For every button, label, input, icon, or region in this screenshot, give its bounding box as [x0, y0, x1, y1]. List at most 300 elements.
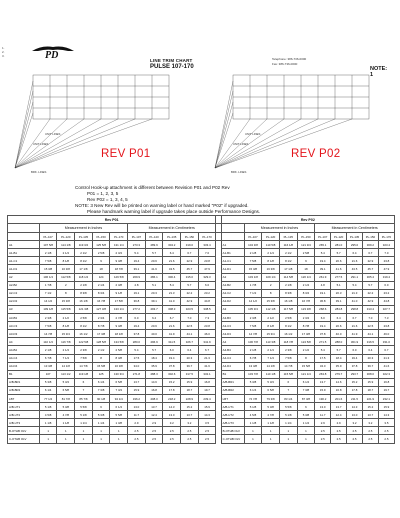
- measurement-cell: 39.1: [315, 265, 331, 273]
- measurement-cell: 6 1/4: [297, 378, 315, 386]
- measurement-cell: 7.0: [378, 249, 394, 257]
- measurement-cell: 19.4: [347, 354, 363, 362]
- measurement-cell: 22.9: [181, 257, 199, 265]
- measurement-cell: 341.9: [198, 338, 216, 346]
- measurement-cell: 115 5/8: [57, 305, 75, 313]
- measurement-cell: 15 3/8: [39, 265, 57, 273]
- line-name-cell: C-OTHB OLV: [221, 435, 244, 443]
- measurement-cell: 110 1/4: [39, 338, 57, 346]
- measurement-cell: 16 3/8: [57, 265, 75, 273]
- measurement-cell: 13.0: [128, 403, 146, 411]
- diagram-label-lower-a: UNIT LINES: [33, 142, 49, 146]
- measurement-cell: 14 1/2: [244, 297, 262, 305]
- line-name-cell: A/B-UT2: [221, 411, 244, 419]
- measurement-cell: 123 3/8: [297, 305, 315, 313]
- measurement-cell: 2 5/8: [75, 314, 93, 322]
- line-name-cell: A4: [8, 338, 40, 346]
- measurement-cell: 6 1/4: [39, 386, 57, 394]
- measurement-cell: 17 1/8: [75, 265, 93, 273]
- measurement-cell: 1: [39, 427, 57, 435]
- measurement-cell: 16.8: [331, 386, 347, 394]
- diagram-label-upper-b: UNIT LINES: [245, 132, 261, 136]
- measurement-cell: 118 1/4: [75, 273, 93, 281]
- measurement-cell: 17.5: [128, 354, 146, 362]
- measurement-cell: 6.0: [378, 281, 394, 289]
- measurement-cell: 6.4: [347, 249, 363, 257]
- measurement-cell: 18 1/8: [110, 330, 128, 338]
- measurement-cell: 15 5/8: [92, 362, 110, 370]
- size-column-header: PL-135: [75, 233, 93, 241]
- measurement-cell: 23.8: [198, 257, 216, 265]
- measurement-cell: 331.0: [378, 338, 394, 346]
- measurement-cell: 301.9: [347, 338, 363, 346]
- measurement-cell: 19.1: [128, 289, 146, 297]
- measurement-cell: 2.5: [128, 427, 146, 435]
- rev-p02-table-header: Rev P02: [221, 216, 394, 224]
- measurement-cell: 121 3/4: [297, 241, 315, 249]
- diagram-label-brake: BRK. LINES: [231, 170, 247, 174]
- line-name-cell: A3-B3: [221, 314, 244, 322]
- line-name-cell: A2: [8, 273, 40, 281]
- measurement-cell: 190.2: [315, 394, 331, 402]
- measurement-cell: 37.8: [163, 362, 181, 370]
- measurement-cell: 8 7/8: [297, 322, 315, 330]
- measurement-cell: 14 7/8: [39, 330, 57, 338]
- measurement-cell: 9: [92, 257, 110, 265]
- measurement-cell: 7.0: [362, 314, 378, 322]
- measurement-cell: 7 1/2: [39, 289, 57, 297]
- measurement-cell: 7 1/2: [244, 289, 262, 297]
- size-column-header: PL-120: [57, 233, 75, 241]
- measurement-cell: 15.2: [181, 403, 199, 411]
- column-header-row: [8, 233, 395, 241]
- measurement-cell: 317.5: [181, 370, 199, 378]
- measurement-cell: 281.0: [331, 241, 347, 249]
- line-name-cell: A/B-UT3: [8, 419, 40, 427]
- measurement-cell: 7 5/8: [244, 322, 262, 330]
- measurement-cell: 261.9: [315, 273, 331, 281]
- measurement-cell: 5.7: [331, 346, 347, 354]
- measurement-cell: 13.0: [315, 403, 331, 411]
- measurement-cell: 15 3/4: [57, 330, 75, 338]
- size-column-header: PL-135: [279, 233, 297, 241]
- measurement-cell: 109 1/8: [39, 305, 57, 313]
- line-name-cell: B-OTHB OLV: [221, 427, 244, 435]
- line-name-cell: A/B-UT1: [221, 403, 244, 411]
- measurement-cell: 21.3: [378, 354, 394, 362]
- canopy-grid: [33, 75, 169, 119]
- measurement-cell: 232.1: [378, 394, 394, 402]
- measurement-cell: 119 3/4: [75, 241, 93, 249]
- line-name-cell: LBT: [221, 394, 244, 402]
- measurement-cell: 43.5: [347, 265, 363, 273]
- size-column-header: PL-107: [315, 233, 331, 241]
- measurement-cell: 268.6: [315, 305, 331, 313]
- measurement-cell: 15.9: [181, 378, 199, 386]
- measurement-cell: 1 1/4: [75, 419, 93, 427]
- measurement-cell: 315.0: [181, 273, 199, 281]
- measurement-cell: 6: [279, 378, 297, 386]
- measurement-cell: 6 5/8: [110, 378, 128, 386]
- measurement-cell: 1: [110, 435, 128, 443]
- measurement-cell: 2.5: [163, 427, 181, 435]
- measurement-cell: 8 1/8: [57, 257, 75, 265]
- measurement-cell: 41.0: [347, 297, 363, 305]
- measurement-cell: 42.9: [181, 297, 199, 305]
- measurement-cell: 308.0: [362, 370, 378, 378]
- measurement-cell: 103 1/8: [244, 273, 262, 281]
- measurement-cell: 7 5/8: [39, 322, 57, 330]
- measurement-cell: 7: [75, 386, 93, 394]
- line-name-cell: A4-D4: [221, 362, 244, 370]
- measurement-cell: 19.7: [378, 386, 394, 394]
- measurement-cell: 130 3/4: [110, 370, 128, 378]
- measurement-cell: 1: [244, 427, 262, 435]
- measurement-cell: 15.2: [347, 378, 363, 386]
- measurement-cell: 5.1: [331, 281, 347, 289]
- measurement-cell: 17.8: [163, 386, 181, 394]
- table-row: [8, 378, 395, 386]
- measurement-cell: 7 5/8: [244, 257, 262, 265]
- measurement-cell: 2 3/8: [244, 314, 262, 322]
- measurement-cell: 8 3/8: [279, 289, 297, 297]
- measurement-cell: 117 5/8: [279, 305, 297, 313]
- line-name-cell: A2: [221, 273, 244, 281]
- rev-p01-label: REV P01: [101, 148, 151, 160]
- measurement-cell: 8 3/4: [92, 289, 110, 297]
- line-name-cell: A/B-UT2: [8, 411, 40, 419]
- measurement-cell: 313.4: [362, 305, 378, 313]
- line-name-cell: A2-B2: [8, 281, 40, 289]
- table-row: [8, 297, 395, 305]
- line-trim-table-wrap: [7, 215, 395, 508]
- measurement-cell: 14.3: [378, 411, 394, 419]
- table-row: [8, 322, 395, 330]
- measurement-cell: 1 1/4: [92, 419, 110, 427]
- measurement-cell: 7: [279, 386, 297, 394]
- measurement-cell: 6.0: [163, 346, 181, 354]
- line-name-cell: A1-C1: [8, 257, 40, 265]
- measurement-cell: 2.5: [145, 427, 163, 435]
- note-line: P01 = 1, 2, 3, 5: [87, 191, 119, 196]
- table-row: [8, 411, 395, 419]
- measurement-cell: 7.0: [198, 249, 216, 257]
- measurement-cell: 105 3/4: [244, 305, 262, 313]
- measurement-cell: 5.4: [315, 249, 331, 257]
- measurement-cell: 18.4: [145, 354, 163, 362]
- measurement-cell: 280.0: [128, 338, 146, 346]
- measurement-cell: 41.6: [145, 265, 163, 273]
- measurement-cell: 288.3: [145, 370, 163, 378]
- measurement-cell: 14 1/8: [57, 362, 75, 370]
- measurement-cell: 2.5: [145, 435, 163, 443]
- measurement-cell: 23.2: [378, 289, 394, 297]
- line-name-cell: A4: [221, 338, 244, 346]
- measurement-cell: 1 1/8: [57, 419, 75, 427]
- measurement-cell: 116 1/8: [279, 241, 297, 249]
- line-name-cell: A2-C2: [221, 289, 244, 297]
- measurement-cell: 39.7: [362, 362, 378, 370]
- measurement-cell: 265.1: [315, 241, 331, 249]
- measurement-cell: 2 1/8: [244, 346, 262, 354]
- measurement-cell: 85 7/8: [75, 394, 93, 402]
- measurement-cell: 2: [262, 281, 280, 289]
- measurement-cell: 196.2: [128, 394, 146, 402]
- measurement-cell: 36.8: [128, 297, 146, 305]
- measurement-cell: 2 3/4: [92, 314, 110, 322]
- measurement-cell: 2.5: [198, 427, 216, 435]
- measurement-cell: 6.7: [198, 346, 216, 354]
- measurement-cell: 14 7/8: [279, 362, 297, 370]
- measurement-cell: 288.0: [331, 338, 347, 346]
- measurement-cell: 13 3/8: [39, 362, 57, 370]
- measurement-cell: 112 1/8: [262, 305, 280, 313]
- table-row: [8, 394, 395, 402]
- measurement-cell: 3.2: [347, 419, 363, 427]
- measurement-cell: 19.1: [315, 289, 331, 297]
- line-name-cell: A2-C2: [8, 289, 40, 297]
- measurement-cell: 23.8: [198, 322, 216, 330]
- measurement-cell: 329.3: [198, 273, 216, 281]
- corner-text: 1. 2. 3.: [2, 46, 5, 58]
- measurement-cell: 21.3: [347, 289, 363, 297]
- measurement-cell: 8: [92, 354, 110, 362]
- measurement-cell: 121 3/8: [75, 305, 93, 313]
- measurement-cell: 2 5/8: [110, 346, 128, 354]
- measurement-cell: 6.0: [198, 281, 216, 289]
- measurement-cell: 323.4: [378, 241, 394, 249]
- measurement-cell: 18.4: [331, 354, 347, 362]
- measurement-cell: 5.1: [145, 281, 163, 289]
- size-column-header: PL-170: [110, 233, 128, 241]
- measurement-cell: 300.4: [163, 273, 181, 281]
- measurement-cell: 5 3/8: [244, 378, 262, 386]
- cm-header-right: Measurement in Centimeters: [315, 224, 395, 233]
- measurement-cell: 5 3/4: [262, 378, 280, 386]
- measurement-cell: 8 1/8: [57, 322, 75, 330]
- measurement-cell: 1: [92, 427, 110, 435]
- measurement-cell: 14.6: [145, 378, 163, 386]
- measurement-cell: 20.3: [331, 289, 347, 297]
- measurement-cell: 110 5/8: [262, 241, 280, 249]
- measurement-cell: 2 1/4: [262, 249, 280, 257]
- measurement-cell: 271.5: [315, 338, 331, 346]
- measurement-cell: 277.2: [128, 305, 146, 313]
- measurement-cell: 5.4: [315, 346, 331, 354]
- measurement-cell: 44.8: [198, 297, 216, 305]
- size-column-header: PL-135: [163, 233, 181, 241]
- measurement-cell: 112 5/8: [57, 273, 75, 281]
- measurement-cell: 9: [297, 257, 315, 265]
- line-name-cell: B1: [8, 370, 40, 378]
- measurement-cell: 23.2: [198, 289, 216, 297]
- measurement-cell: 13.7: [181, 411, 199, 419]
- measurement-cell: 327.7: [378, 305, 394, 313]
- measurement-cell: 4 5/8: [39, 411, 57, 419]
- measurement-cell: 16 3/8: [262, 265, 280, 273]
- table-row: [8, 370, 395, 378]
- measurement-cell: 1 1/4: [279, 419, 297, 427]
- measurement-cell: 5 1/8: [244, 403, 262, 411]
- measurement-cell: 5 5/8: [279, 403, 297, 411]
- table-row: [8, 257, 395, 265]
- measurement-cell: 94 1/4: [110, 394, 128, 402]
- line-name-cell: A1-D1: [221, 265, 244, 273]
- size-column-header: PL-150: [181, 233, 199, 241]
- measurement-cell: 14.3: [198, 411, 216, 419]
- measurement-cell: 45.7: [362, 265, 378, 273]
- measurement-cell: 42.9: [362, 297, 378, 305]
- measurement-cell: 23.8: [378, 322, 394, 330]
- size-column-header: PL-135: [347, 233, 363, 241]
- measurement-cell: 5.7: [181, 281, 199, 289]
- measurement-cell: 40.0: [145, 330, 163, 338]
- measurement-cell: 8 1/8: [262, 322, 280, 330]
- measurement-cell: 21.3: [198, 354, 216, 362]
- measurement-cell: 9 3/8: [110, 322, 128, 330]
- measurement-cell: 2 1/8: [75, 281, 93, 289]
- line-name-cell: A1: [8, 241, 40, 249]
- measurement-cell: 218.2: [163, 394, 181, 402]
- measurement-cell: 8 3/8: [110, 354, 128, 362]
- measurement-cell: 322.3: [378, 370, 394, 378]
- measurement-cell: 5.4: [128, 346, 146, 354]
- measurement-cell: 124 5/8: [297, 338, 315, 346]
- table-row: [8, 338, 395, 346]
- line-name-cell: A1-D1: [8, 265, 40, 273]
- size-column-header: PL-120: [145, 233, 163, 241]
- measurement-cell: 15 3/4: [262, 330, 280, 338]
- measurement-cell: 2.9: [128, 419, 146, 427]
- measurement-cell: 113 3/8: [262, 338, 280, 346]
- size-column-header: PL-107: [39, 233, 57, 241]
- line-name-cell: LBT: [8, 394, 40, 402]
- measurement-cell: 15.2: [163, 378, 181, 386]
- measurement-cell: 17.8: [347, 386, 363, 394]
- measurement-cell: 2 1/8: [244, 249, 262, 257]
- size-column-header: PL-120: [331, 233, 347, 241]
- measurement-cell: 7 1/4: [262, 354, 280, 362]
- measurement-cell: 6.7: [347, 314, 363, 322]
- measurement-cell: 14 7/8: [75, 362, 93, 370]
- chart-model: PULSE 107-170: [150, 64, 194, 70]
- line-name-cell: A4-B4: [8, 346, 40, 354]
- measurement-cell: 83 1/4: [279, 394, 297, 402]
- measurement-cell: 6.0: [315, 314, 331, 322]
- measurement-cell: 44.1: [181, 330, 199, 338]
- measurement-cell: 8 3/8: [75, 289, 93, 297]
- measurement-cell: 14 7/8: [244, 330, 262, 338]
- measurement-cell: 1: [57, 427, 75, 435]
- measurement-cell: 119 1/8: [75, 370, 93, 378]
- measurement-cell: 5.4: [163, 281, 181, 289]
- measurement-cell: 1: [110, 427, 128, 435]
- measurement-cell: 316.5: [362, 338, 378, 346]
- line-name-cell: A1-B1: [8, 249, 40, 257]
- contact-info: [272, 57, 306, 67]
- measurement-cell: 20.6: [145, 322, 163, 330]
- line-name-cell: A/B-BR2: [221, 386, 244, 394]
- measurement-cell: 208.0: [145, 394, 163, 402]
- measurement-cell: 16 1/8: [75, 297, 93, 305]
- measurement-cell: 2 1/2: [92, 346, 110, 354]
- measurement-cell: 1: [244, 435, 262, 443]
- measurement-cell: 286.1: [145, 273, 163, 281]
- measurement-cell: 277.5: [331, 273, 347, 281]
- measurement-cell: 6.0: [128, 314, 146, 322]
- measurement-cell: 201.6: [331, 394, 347, 402]
- measurement-cell: 20.6: [331, 322, 347, 330]
- measurement-cell: 41.6: [198, 362, 216, 370]
- measurement-cell: 1: [39, 435, 57, 443]
- measurement-cell: 16 7/8: [297, 297, 315, 305]
- measurement-cell: 131 1/4: [110, 241, 128, 249]
- table-body: [8, 241, 395, 443]
- measurement-cell: 121 1/4: [297, 370, 315, 378]
- line-name-cell: A2-D2: [8, 297, 40, 305]
- line-name-cell: A3: [221, 305, 244, 313]
- measurement-cell: 22.9: [362, 257, 378, 265]
- size-column-header: PL-107: [128, 233, 146, 241]
- measurement-cell: 298.8: [347, 305, 363, 313]
- measurement-cell: 12.4: [145, 411, 163, 419]
- measurement-cell: 6 5/8: [57, 386, 75, 394]
- measurement-cell: 11.7: [315, 411, 331, 419]
- measurement-cell: 6.7: [378, 346, 394, 354]
- measurement-cell: 19.4: [315, 257, 331, 265]
- measurement-cell: 333.4: [198, 241, 216, 249]
- measurement-cell: 14.3: [347, 403, 363, 411]
- measurement-cell: 8 1/2: [75, 322, 93, 330]
- measurement-cell: 37.8: [347, 362, 363, 370]
- measurement-cell: 279.7: [331, 370, 347, 378]
- line-name-cell: A4-B4: [221, 346, 244, 354]
- measurement-cell: 1: [75, 427, 93, 435]
- measurement-cell: 8: [262, 289, 280, 297]
- measurement-cell: 305.4: [362, 273, 378, 281]
- measurement-cell: 7 5/8: [75, 354, 93, 362]
- measurement-cell: 16 3/8: [110, 362, 128, 370]
- measurement-cell: 18.7: [181, 386, 199, 394]
- measurement-cell: 19.4: [128, 322, 146, 330]
- measurement-cell: 20.3: [181, 354, 199, 362]
- line-name-cell: A4-C4: [221, 354, 244, 362]
- measurement-cell: 4.8: [128, 281, 146, 289]
- measurement-cell: 39.1: [145, 297, 163, 305]
- measurement-cell: 2 1/4: [262, 346, 280, 354]
- measurement-cell: 35.9: [145, 362, 163, 370]
- measurement-cell: 304.2: [163, 241, 181, 249]
- size-column-header: PL-150: [297, 233, 315, 241]
- measurement-cell: 293.7: [145, 305, 163, 313]
- measurement-cell: 263.8: [315, 370, 331, 378]
- measurement-cell: 18.7: [362, 386, 378, 394]
- measurement-cell: 16 1/2: [75, 330, 93, 338]
- measurement-cell: 2.5: [362, 435, 378, 443]
- measurement-cell: 1: [57, 435, 75, 443]
- measurement-cell: 311.5: [163, 338, 181, 346]
- measurement-cell: 2 3/4: [297, 314, 315, 322]
- measurement-cell: 81 7/8: [57, 394, 75, 402]
- measurement-cell: 90 1/8: [92, 394, 110, 402]
- measurement-cell: 20.6: [145, 257, 163, 265]
- measurement-cell: 124: [92, 273, 110, 281]
- measurement-cell: 17 5/8: [110, 297, 128, 305]
- measurement-cell: 15.9: [378, 403, 394, 411]
- measurement-cell: 2.5: [331, 435, 347, 443]
- measurement-cell: 2.5: [315, 435, 331, 443]
- line-name-cell: A4-C4: [8, 354, 40, 362]
